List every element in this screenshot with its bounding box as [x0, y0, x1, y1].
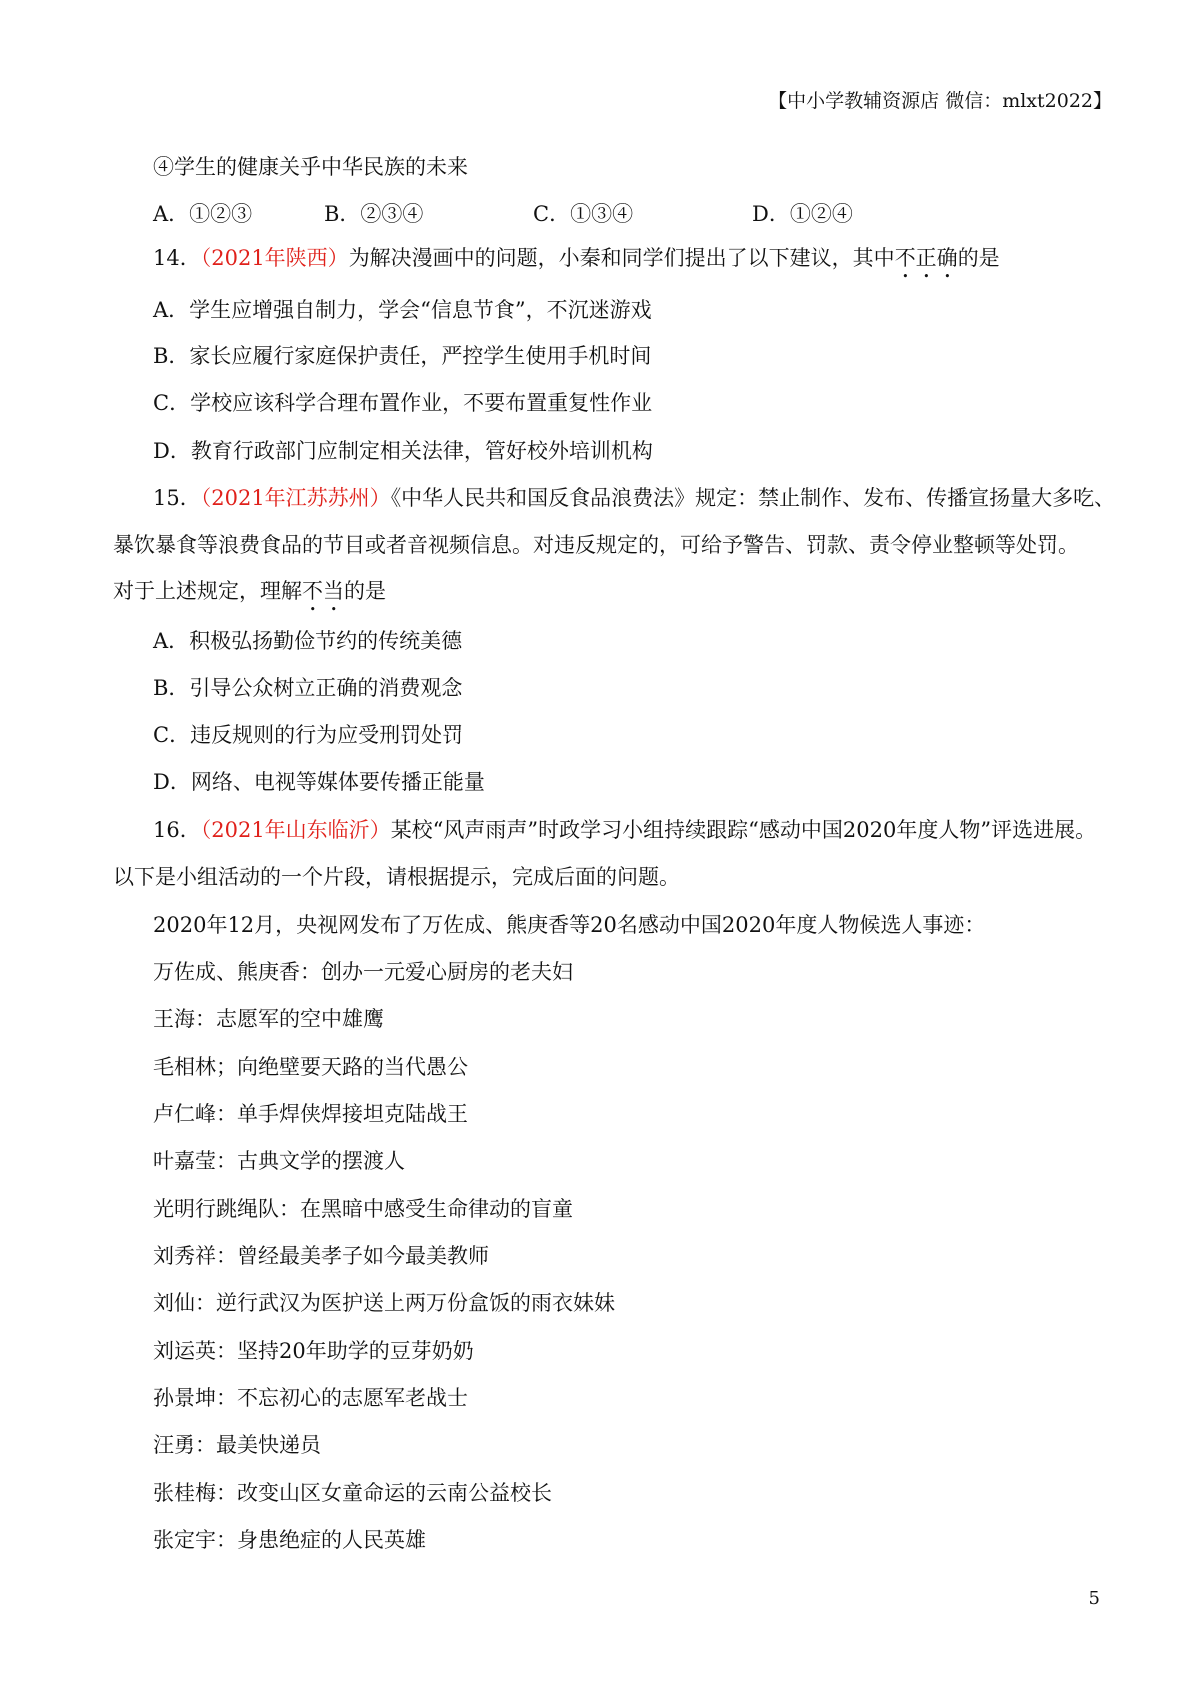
candidate-item: 光明行跳绳队：在黑暗中感受生命律动的盲童: [153, 1197, 573, 1221]
q15-option-a: A．积极弘扬勤俭节约的传统美德: [153, 629, 463, 653]
candidate-item: 王海：志愿军的空中雄鹰: [153, 1007, 384, 1031]
q13-option-a: A．①②③: [153, 202, 253, 226]
q16-intro: 2020年12月，央视网发布了万佐成、熊庚香等20名感动中国2020年度人物候选人事迹：: [153, 913, 986, 937]
q15-stem-line-2: 暴饮暴食等浪费食品的节目或者音视频信息。对违反规定的，可给予警告、罚款、责令停业整顿等处罚。: [113, 533, 1079, 557]
q14-stem-emphasis: 不正确: [894, 246, 958, 270]
q13-option-b: B．②③④: [324, 202, 424, 226]
q14-stem-end: 的是: [957, 246, 1000, 270]
candidate-item: 张定宇：身患绝症的人民英雄: [153, 1528, 426, 1552]
q15-number: 15．: [153, 486, 201, 510]
q13-item-4: ④学生的健康关乎中华民族的未来: [153, 155, 468, 179]
q14-option-c: C．学校应该科学合理布置作业，不要布置重复性作业: [153, 391, 653, 415]
q16-stem-line-1: [0, 815, 1200, 845]
q14-option-b: B．家长应履行家庭保护责任，严控学生使用手机时间: [153, 344, 652, 368]
candidate-item: 刘仙：逆行武汉为医护送上两万份盒饭的雨衣妹妹: [153, 1291, 615, 1315]
q15-option-b: B．引导公众树立正确的消费观念: [153, 676, 463, 700]
candidate-item: 叶嘉莹：古典文学的摆渡人: [153, 1149, 405, 1173]
candidate-item: 卢仁峰：单手焊侠焊接坦克陆战王: [153, 1102, 468, 1126]
q16-stem-line-2: 以下是小组活动的一个片段，请根据提示，完成后面的问题。: [113, 865, 680, 889]
q14-option-a: A．学生应增强自制力，学会“信息节食”，不沉迷游戏: [153, 298, 652, 322]
candidate-item: 张桂梅：改变山区女童命运的云南公益校长: [153, 1481, 552, 1505]
q15-stem-text-1: 《中华人民共和国反食品浪费法》规定：禁止制作、发布、传播宣扬量大多吃、: [390, 486, 1116, 510]
q14-number: 14．: [153, 246, 201, 270]
q14-source: （2021年陕西）: [200, 246, 349, 270]
q13-options: [0, 199, 1200, 229]
q15-stem-end: 的是: [344, 579, 386, 603]
candidate-item: 孙景坤：不忘初心的志愿军老战士: [153, 1386, 468, 1410]
q14-stem-text: 为解决漫画中的问题，小秦和同学们提出了以下建议，其中: [348, 246, 895, 270]
page-header: 【中小学教辅资源店 微信：mlxt2022】: [768, 90, 1112, 112]
q16-source: （2021年山东临沂）: [200, 818, 391, 842]
q14-option-d: D．教育行政部门应制定相关法律，管好校外培训机构: [153, 439, 653, 463]
q15-stem-line-1: [0, 483, 1200, 513]
candidate-item: 汪勇：最美快递员: [153, 1433, 321, 1457]
q15-option-d: D．网络、电视等媒体要传播正能量: [153, 770, 485, 794]
candidate-item: 刘运英：坚持20年助学的豆芽奶奶: [153, 1339, 474, 1363]
q15-stem-line-3: [0, 576, 1200, 616]
q15-option-c: C．违反规则的行为应受刑罚处罚: [153, 723, 464, 747]
candidate-item: 毛相林；向绝壁要天路的当代愚公: [153, 1055, 468, 1079]
q16-number: 16．: [153, 818, 201, 842]
q13-option-d: D．①②④: [752, 202, 853, 226]
q16-stem-text-1: 某校“风声雨声”时政学习小组持续跟踪“感动中国2020年度人物”评选进展。: [390, 818, 1097, 842]
q13-option-c: C．①③④: [533, 202, 634, 226]
q15-stem-emphasis: 不当: [302, 579, 344, 603]
q15-stem-text-3: 对于上述规定，理解: [113, 579, 302, 603]
candidate-item: 万佐成、熊庚香：创办一元爱心厨房的老夫妇: [153, 960, 573, 984]
candidate-item: 刘秀祥：曾经最美孝子如今最美教师: [153, 1244, 489, 1268]
q14-stem: [0, 243, 1200, 283]
q15-source: （2021年江苏苏州）: [200, 486, 391, 510]
page-number: 5: [1088, 1588, 1100, 1609]
